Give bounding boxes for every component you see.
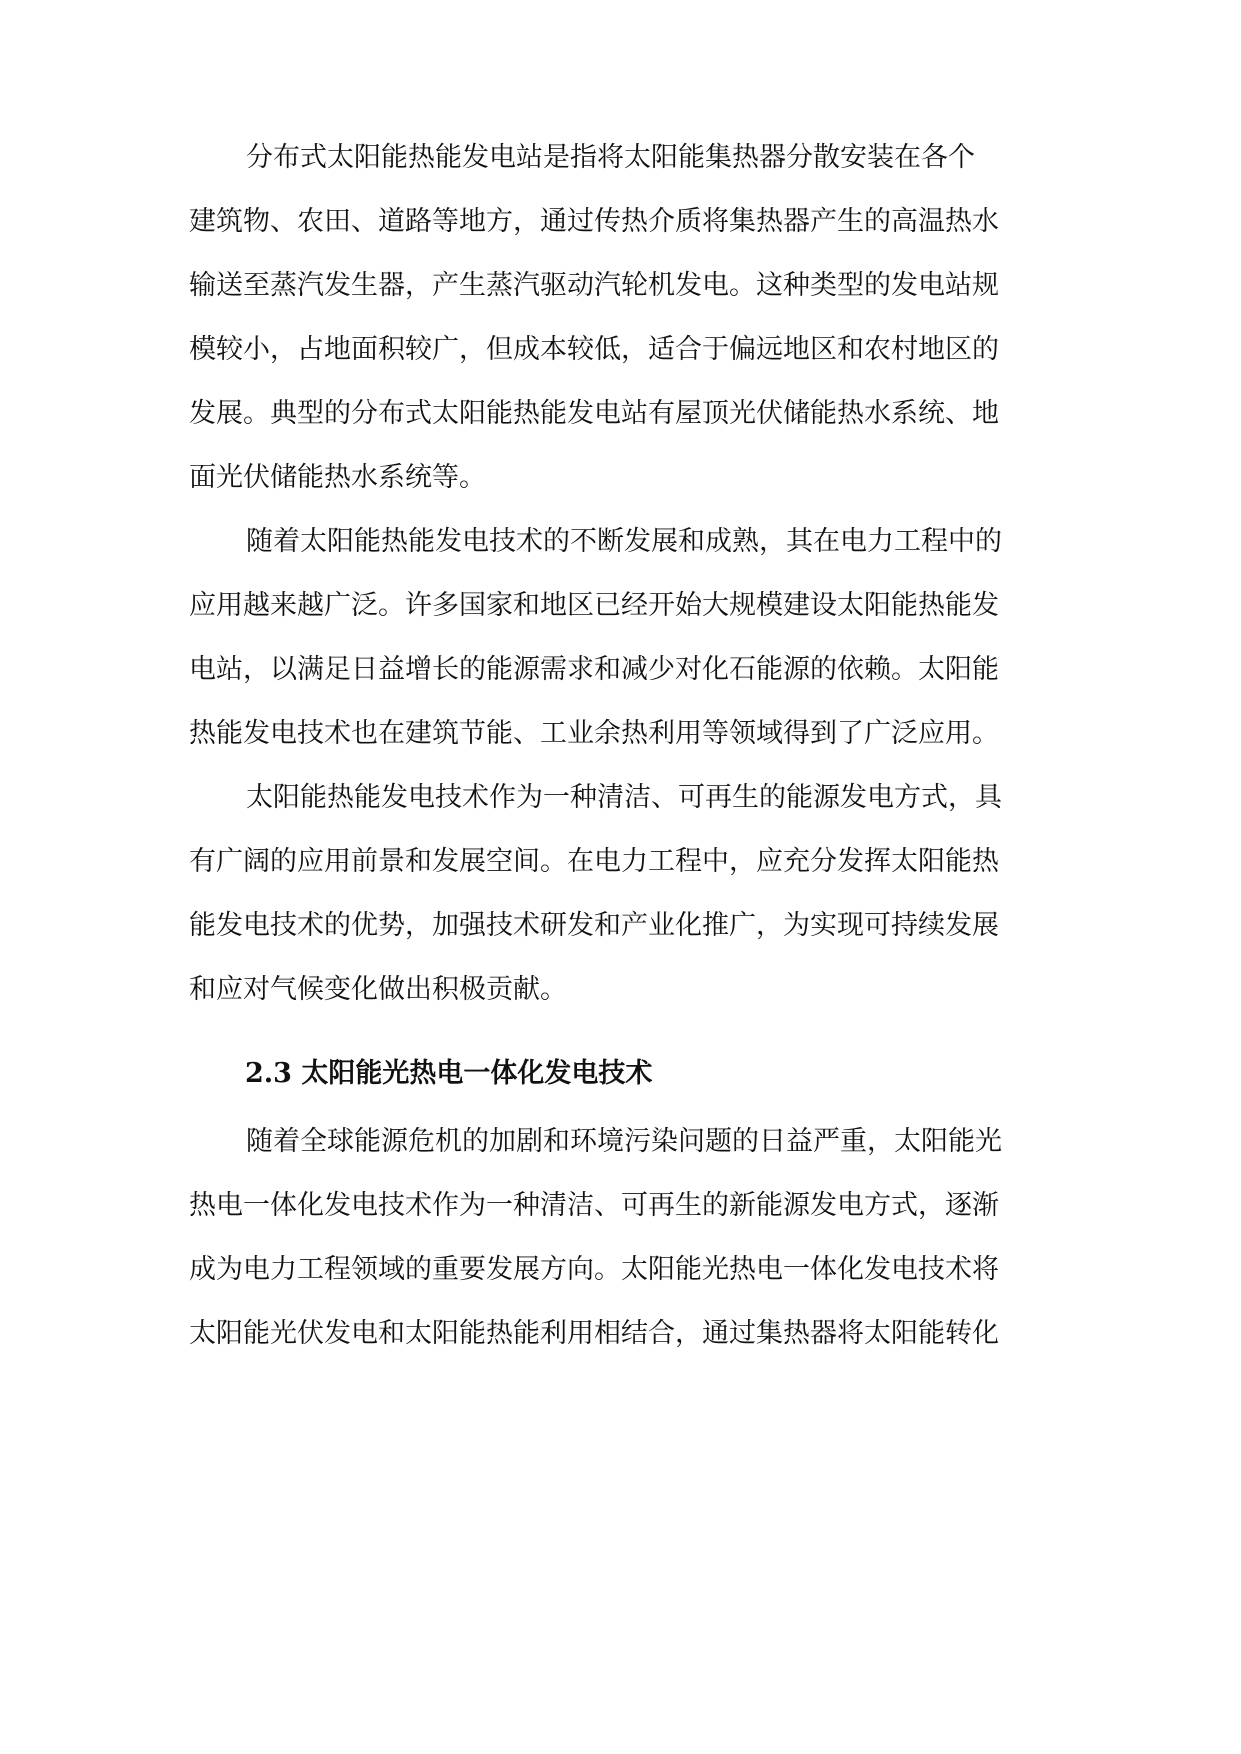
paragraph-1-line-5: 发展。典型的分布式太阳能热能发电站有屋顶光伏储能热水系统、地 [189, 398, 999, 429]
paragraph-2-line-4: 热能发电技术也在建筑节能、工业余热利用等领域得到了广泛应用。 [189, 718, 999, 749]
paragraph-3-line-2: 有广阔的应用前景和发展空间。在电力工程中，应充分发挥太阳能热 [189, 846, 999, 877]
paragraph-2-line-1: 随着太阳能热能发电技术的不断发展和成熟，其在电力工程中的 [246, 526, 1002, 557]
section-paragraph-line-1: 随着全球能源危机的加剧和环境污染问题的日益严重，太阳能光 [246, 1126, 1002, 1157]
paragraph-1-line-6: 面光伏储能热水系统等。 [189, 462, 486, 493]
section-paragraph-line-2: 热电一体化发电技术作为一种清洁、可再生的新能源发电方式，逐渐 [189, 1190, 999, 1221]
paragraph-1-line-3: 输送至蒸汽发生器，产生蒸汽驱动汽轮机发电。这种类型的发电站规 [189, 270, 999, 301]
paragraph-1-line-2: 建筑物、农田、道路等地方，通过传热介质将集热器产生的高温热水 [189, 206, 999, 237]
paragraph-1-line-4: 模较小，占地面积较广，但成本较低，适合于偏远地区和农村地区的 [189, 334, 999, 365]
paragraph-3-line-4: 和应对气候变化做出积极贡献。 [189, 974, 567, 1005]
section-paragraph-line-3: 成为电力工程领域的重要发展方向。太阳能光热电一体化发电技术将 [189, 1254, 999, 1285]
section-paragraph-line-4: 太阳能光伏发电和太阳能热能利用相结合，通过集热器将太阳能转化 [189, 1318, 999, 1349]
paragraph-3-line-3: 能发电技术的优势，加强技术研发和产业化推广，为实现可持续发展 [189, 910, 999, 941]
paragraph-2-line-3: 电站，以满足日益增长的能源需求和减少对化石能源的依赖。太阳能 [189, 654, 999, 685]
section-heading: 2.3 太阳能光热电一体化发电技术 [245, 1058, 653, 1089]
paragraph-1-line-1: 分布式太阳能热能发电站是指将太阳能集热器分散安装在各个 [246, 142, 975, 173]
paragraph-2-line-2: 应用越来越广泛。许多国家和地区已经开始大规模建设太阳能热能发 [189, 590, 999, 621]
paragraph-3-line-1: 太阳能热能发电技术作为一种清洁、可再生的能源发电方式，具 [246, 782, 1002, 813]
